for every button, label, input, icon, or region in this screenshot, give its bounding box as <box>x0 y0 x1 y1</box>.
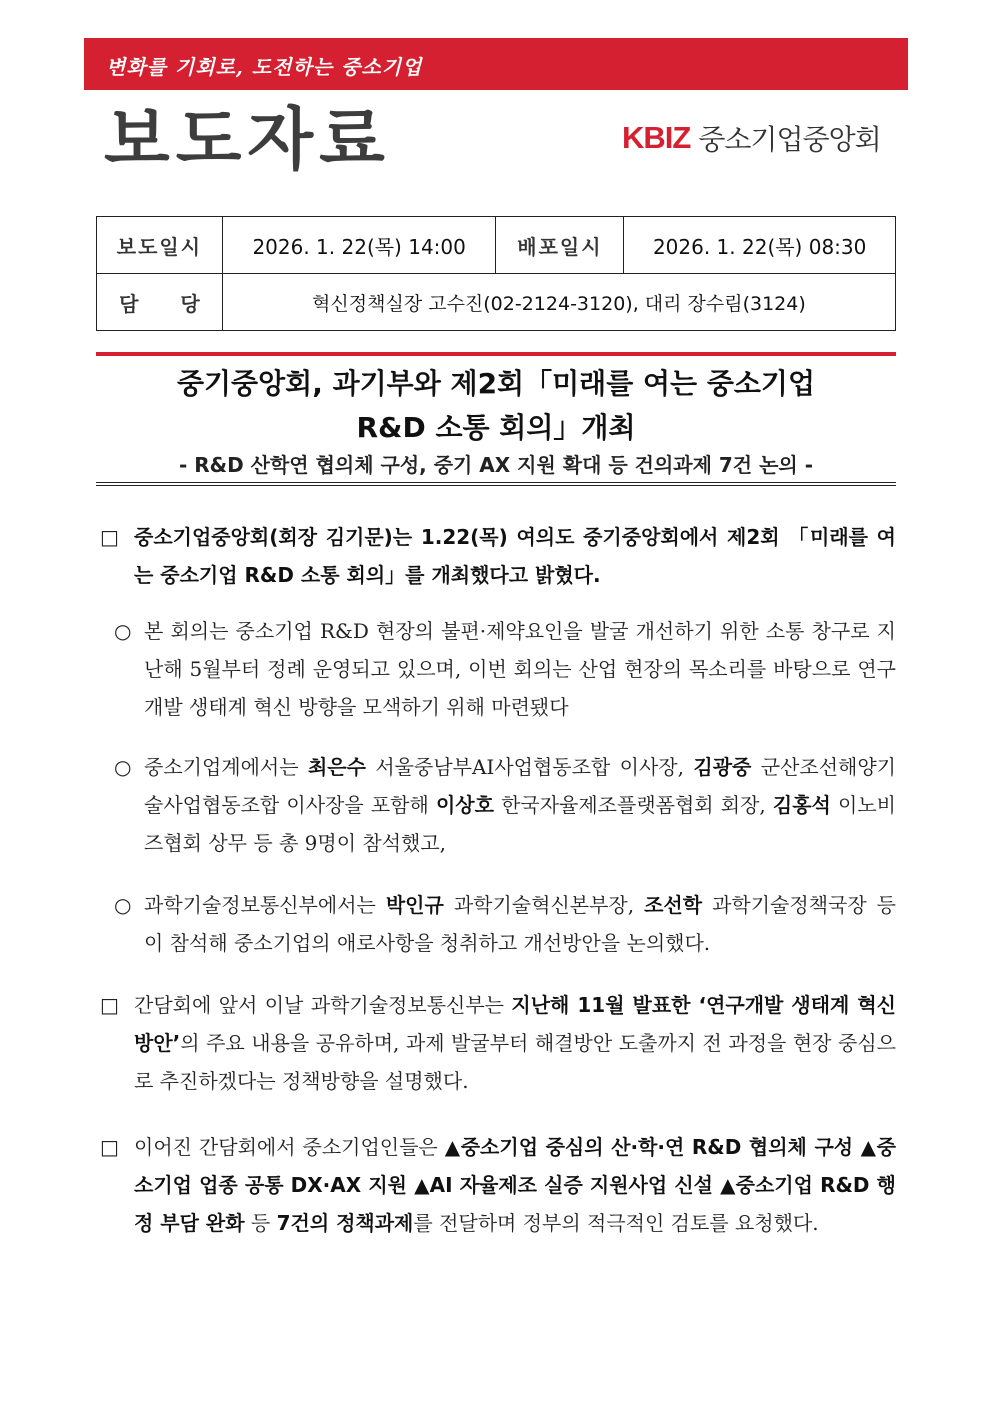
headline <box>96 362 896 450</box>
paragraph-2-text: 본 회의는 중소기업 R&D 현장의 불편·제약요인을 발굴 개선하기 위한 소통 창구로 지난해 5월부터 정례 운영되고 있으며, 이번 회의는 산업 현장의 목소리를 바탕으로 연구개발 생태계 혁신 방향을 모색하기 위해 마련됐다 <box>144 619 896 719</box>
p4-text-a: 과학기술정보통신부에서는 <box>144 893 386 917</box>
kbiz-logo <box>622 118 881 158</box>
p3-text-c: 서울중남부AI사업협동조합 이사장, <box>365 755 694 779</box>
slogan-text: 변화를 기회로, 도전하는 중소기업 <box>106 55 423 79</box>
paragraph-4 <box>96 886 896 962</box>
paragraph-5 <box>96 986 896 1100</box>
p4-text-e: 과학기술정책국장 등이 참석해 중소기업의 애로사항을 청취하고 개선방안을 논의했다. <box>144 893 896 955</box>
p6-text-a: 이어진 간담회에서 중소기업인들은 <box>134 1135 445 1159</box>
circle-bullet: ○ <box>114 619 132 643</box>
p6-policy-list: ▲중소기업 중심의 산·학·연 R&D 협의체 구성 ▲중소기업 업종 공통 DX·AX 지원 ▲AI 자율제조 실증 지원사업 신설 ▲중소기업 R&D 행정 부담 완화 <box>134 1135 896 1235</box>
distribution-date-label: 배포일시 <box>496 217 624 274</box>
p5-text-a: 간담회에 앞서 이날 과학기술정보통신부는 <box>134 993 512 1017</box>
p3-person-4: 김홍석 <box>772 793 831 817</box>
p3-person-1: 최은수 <box>307 755 366 779</box>
p3-text-g: 한국자율제조플랫폼협회 회장, <box>493 793 773 817</box>
headline-bottom-rule <box>96 482 896 486</box>
p6-text-c: 등 <box>244 1211 277 1235</box>
document-title: 보도자료 <box>104 101 391 180</box>
headline-line-1: 중기중앙회, 과기부와 제2회「미래를 여는 중소기업 <box>176 367 816 400</box>
p5-highlight: 지난해 11월 발표한 ‘연구개발 생태계 혁신방안’ <box>134 993 896 1055</box>
paragraph-3 <box>96 748 896 862</box>
circle-bullet: ○ <box>114 893 132 917</box>
p3-person-3: 이상호 <box>435 793 494 817</box>
headline-top-rule <box>96 352 896 356</box>
contact-label: 담당 <box>119 291 242 316</box>
p3-text-i: 이노비즈협회 상무 등 총 9명이 참석했고, <box>144 793 896 855</box>
headline-subtitle: - R&D 산학연 협의체 구성, 중기 AX 지원 확대 등 건의과제 7건 논의 - <box>178 453 813 477</box>
contact-value: 혁신정책실장 고수진(02-2124-3120), 대리 장수림(3124) <box>222 274 895 331</box>
release-date-value: 2026. 1. 22(목) 14:00 <box>222 217 496 274</box>
paragraph-5-text <box>96 986 896 1100</box>
p4-person-1: 박인규 <box>385 893 444 917</box>
p3-text-e: 군산조선해양기술사업협동조합 이사장을 포함해 <box>144 755 896 817</box>
p4-person-2: 조선학 <box>644 893 703 917</box>
square-bullet: □ <box>100 1135 119 1159</box>
distribution-date-value: 2026. 1. 22(목) 08:30 <box>624 217 896 274</box>
contact-label-cell <box>97 274 242 331</box>
paragraph-6 <box>96 1128 896 1242</box>
circle-bullet: ○ <box>114 755 132 779</box>
release-date-label: 보도일시 <box>97 217 223 274</box>
headline-line-2: R&D 소통 회의」개최 <box>356 411 636 444</box>
square-bullet: □ <box>100 993 119 1017</box>
p4-text-c: 과학기술혁신본부장, <box>443 893 645 917</box>
paragraph-1 <box>96 518 896 594</box>
release-info-table <box>96 216 896 331</box>
logo-org-name: 중소기업중앙회 <box>698 123 881 156</box>
paragraph-6-text <box>96 1128 896 1242</box>
paragraph-1-text: 중소기업중앙회(회장 김기문)는 1.22(목) 여의도 중기중앙회에서 제2회 「미래를 여는 중소기업 R&D 소통 회의」를 개최했다고 밝혔다. <box>134 525 896 587</box>
paragraph-4-text <box>96 886 896 962</box>
p6-text-e: 를 전달하며 정부의 적극적인 검토를 요청했다. <box>413 1211 819 1235</box>
p5-text-c: 의 주요 내용을 공유하며, 과제 발굴부터 해결방안 도출까지 전 과정을 현장 중심으로 추진하겠다는 정책방향을 설명했다. <box>134 1031 896 1093</box>
paragraph-3-text <box>96 748 896 862</box>
square-bullet: □ <box>100 525 119 549</box>
logo-mark: KBIZ <box>622 120 691 155</box>
p3-text-a: 중소기업계에서는 <box>144 755 308 779</box>
p3-person-2: 김광중 <box>693 755 752 779</box>
paragraph-2 <box>96 612 896 726</box>
slogan-banner <box>84 38 908 90</box>
p6-highlight: 7건의 정책과제 <box>276 1211 414 1235</box>
